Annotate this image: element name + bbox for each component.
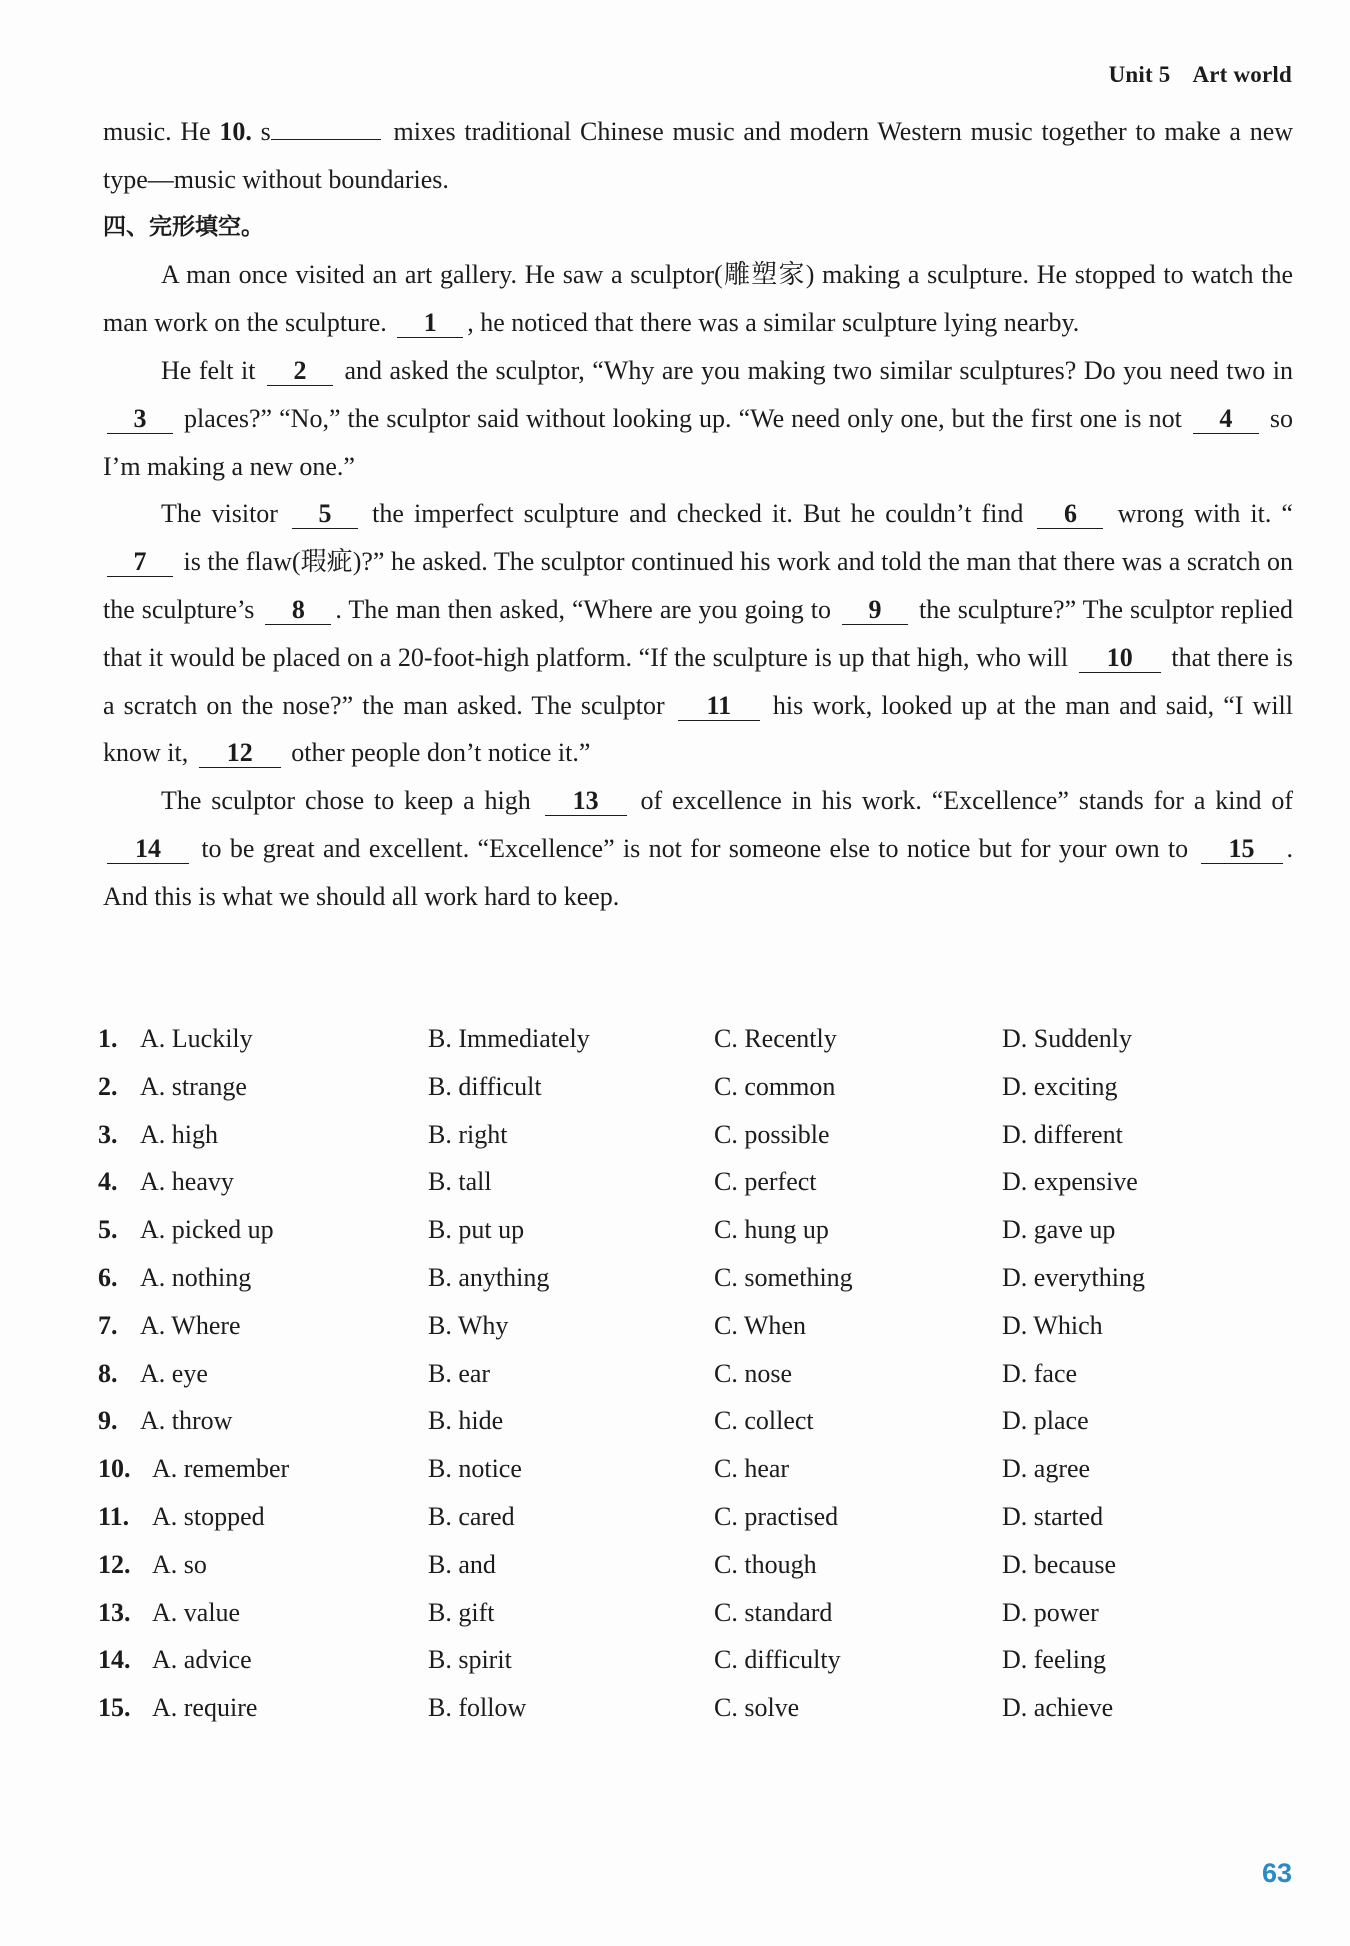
option-row (98, 1207, 1298, 1255)
page-number: 63 (1261, 1858, 1292, 1888)
blank-12[interactable]: 12 (199, 739, 281, 768)
question-number: 10. (219, 117, 252, 146)
option-c[interactable]: C. possible (714, 1119, 830, 1149)
question-number: 3. (98, 1119, 118, 1149)
question-number: 1. (98, 1024, 118, 1053)
option-row (98, 1255, 1298, 1303)
option-a[interactable]: A. Where (140, 1310, 241, 1340)
option-c[interactable]: C. hear (714, 1454, 790, 1484)
passage-text: the sculpture?” The sculptor replied that it would be placed on a 20-foot-high platform. “If the sculpture is up that high, who will (103, 594, 1293, 672)
option-b[interactable]: B. Immediately (428, 1024, 590, 1053)
option-d[interactable]: D. place (1002, 1406, 1089, 1436)
question-number: 8. (98, 1358, 118, 1388)
option-a[interactable]: A. so (152, 1549, 207, 1579)
passage-text: so I’m making a new one.” (103, 403, 1294, 481)
option-b[interactable]: B. and (428, 1549, 496, 1579)
intro-paragraph (103, 108, 1293, 204)
option-a[interactable]: A. high (140, 1119, 218, 1149)
option-d[interactable]: D. everything (1002, 1262, 1145, 1292)
option-a[interactable]: A. Luckily (140, 1024, 253, 1053)
passage-text: places?” “No,” the sculptor said without looking up. “We need only one, but the first one is not (177, 403, 1189, 433)
intro-text: s (251, 117, 271, 146)
blank-14[interactable]: 14 (107, 835, 189, 864)
option-row (98, 1542, 1298, 1590)
passage-text: of excellence in his work. “Excellence” stands for a kind of (630, 786, 1294, 816)
passage-text: . The man then asked, “Where are you going to (335, 594, 838, 624)
blank-10[interactable]: 10 (1079, 644, 1161, 673)
option-c[interactable]: C. collect (714, 1406, 814, 1436)
option-b[interactable]: B. anything (428, 1262, 550, 1292)
option-a[interactable]: A. strange (140, 1071, 247, 1101)
option-b[interactable]: B. difficult (428, 1071, 542, 1101)
blank-9[interactable]: 9 (842, 596, 908, 625)
option-c[interactable]: C. When (714, 1310, 806, 1340)
option-d[interactable]: D. Which (1002, 1310, 1103, 1340)
option-d[interactable]: D. agree (1002, 1454, 1091, 1484)
option-b[interactable]: B. ear (428, 1358, 491, 1388)
option-a[interactable]: A. require (152, 1693, 258, 1723)
passage-text: the imperfect sculpture and checked it. But he couldn’t find (362, 499, 1034, 529)
blank-13[interactable]: 13 (545, 787, 627, 816)
option-row (98, 1494, 1298, 1542)
question-number: 4. (98, 1167, 118, 1197)
option-row (98, 1064, 1298, 1112)
option-d[interactable]: D. expensive (1002, 1167, 1138, 1197)
option-row (98, 1685, 1298, 1733)
passage-text: that there is a scratch on the nose?” the man asked. The sculptor (103, 642, 1293, 720)
option-b[interactable]: B. put up (428, 1215, 525, 1245)
passage-text: A man once visited an art gallery. He saw a sculptor(雕塑家) making a sculpture. He stopped to watch the man work on the sculpture. (103, 260, 1293, 338)
option-b[interactable]: B. spirit (428, 1645, 512, 1675)
option-d[interactable]: D. exciting (1002, 1071, 1118, 1101)
option-a[interactable]: A. value (152, 1597, 241, 1627)
option-b[interactable]: B. cared (428, 1501, 515, 1531)
option-row (98, 1159, 1298, 1207)
question-number: 14. (98, 1645, 131, 1675)
option-a[interactable]: A. remember (152, 1454, 290, 1484)
blank-3[interactable]: 3 (107, 405, 173, 434)
passage-paragraph-2 (103, 347, 1293, 490)
option-d[interactable]: D. different (1002, 1119, 1123, 1149)
blank-15[interactable]: 15 (1201, 835, 1283, 864)
option-a[interactable]: A. advice (152, 1645, 252, 1675)
option-d[interactable]: D. because (1002, 1549, 1117, 1579)
option-row (98, 1016, 1298, 1064)
blank-7[interactable]: 7 (107, 548, 173, 577)
option-c[interactable]: C. difficulty (714, 1645, 841, 1675)
passage-text: his work, looked up at the man and said, “I will know it, (103, 690, 1293, 768)
passage-paragraph-3 (103, 490, 1293, 777)
passage-text: is the flaw(瑕疵)?” he asked. The sculptor continued his work and told the man that there was a scratch on the sculpture’s (103, 547, 1293, 624)
section-title: 四、完形填空。 (103, 213, 264, 240)
option-row (98, 1637, 1298, 1685)
option-c[interactable]: C. practised (714, 1501, 839, 1531)
question-number: 5. (98, 1215, 118, 1245)
blank-8[interactable]: 8 (265, 596, 331, 625)
question-number: 9. (98, 1406, 118, 1436)
passage-text: , he noticed that there was a similar sculpture lying nearby. (467, 308, 1080, 338)
passage-text: other people don’t notice it.” (284, 738, 591, 768)
blank-11[interactable]: 11 (678, 692, 760, 721)
option-d[interactable]: D. feeling (1002, 1645, 1106, 1675)
passage-text: and asked the sculptor, “Why are you making two similar sculptures? Do you need two in (336, 355, 1293, 385)
option-b[interactable]: B. hide (428, 1406, 504, 1436)
option-b[interactable]: B. follow (428, 1693, 527, 1723)
option-a[interactable]: A. throw (140, 1406, 233, 1436)
option-row (98, 1303, 1298, 1351)
option-c[interactable]: C. perfect (714, 1167, 817, 1197)
page-header (1109, 62, 1292, 88)
option-c[interactable]: C. solve (714, 1693, 800, 1723)
option-c[interactable]: C. standard (714, 1597, 833, 1627)
option-c[interactable]: C. though (714, 1549, 817, 1579)
question-number: 13. (98, 1597, 131, 1627)
question-number: 7. (98, 1310, 118, 1340)
option-d[interactable]: D. Suddenly (1002, 1024, 1132, 1053)
passage-text: The sculptor chose to keep a high (161, 786, 541, 816)
option-a[interactable]: A. heavy (140, 1167, 234, 1197)
option-c[interactable]: C. Recently (714, 1024, 837, 1053)
blank-2[interactable]: 2 (267, 357, 333, 386)
question-number: 15. (98, 1693, 131, 1723)
option-a[interactable]: A. stopped (152, 1501, 265, 1531)
option-row (98, 1590, 1298, 1638)
option-c[interactable]: C. something (714, 1262, 853, 1292)
passage-paragraph-4 (103, 777, 1293, 920)
main-content (103, 108, 1293, 921)
blank-1[interactable]: 1 (397, 309, 463, 338)
option-row (98, 1112, 1298, 1160)
passage-text: to be great and excellent. “Excellence” is not for someone else to notice but for your own to (193, 833, 1197, 863)
unit-label: Unit 5 (1108, 62, 1171, 87)
option-b[interactable]: B. Why (428, 1310, 509, 1340)
question-number: 12. (98, 1549, 131, 1579)
option-b[interactable]: B. right (428, 1119, 508, 1149)
unit-title: Art world (1192, 62, 1292, 87)
intro-text: music. He (103, 117, 220, 146)
option-a[interactable]: A. picked up (140, 1215, 274, 1245)
passage-text: wrong with it. “ (1107, 499, 1293, 529)
question-number: 6. (98, 1262, 118, 1292)
blank-5[interactable]: 5 (292, 500, 358, 529)
option-c[interactable]: C. common (714, 1071, 836, 1101)
option-d[interactable]: D. started (1002, 1501, 1104, 1531)
option-d[interactable]: D. power (1002, 1597, 1099, 1627)
option-d[interactable]: D. gave up (1002, 1215, 1116, 1245)
option-row (98, 1351, 1298, 1399)
option-c[interactable]: C. hung up (714, 1215, 829, 1245)
option-row (98, 1446, 1298, 1494)
question-number: 10. (98, 1454, 131, 1484)
intro-text: mixes traditional Chinese music and modern Western music together to make a new type—music without boundaries. (103, 117, 1294, 194)
option-c[interactable]: C. nose (714, 1358, 792, 1388)
passage-text: The visitor (161, 499, 289, 529)
option-row (98, 1398, 1298, 1446)
answer-options (98, 1016, 1298, 1733)
question-number: 2. (98, 1071, 118, 1101)
option-a[interactable]: A. eye (140, 1358, 208, 1388)
option-b[interactable]: B. gift (428, 1597, 495, 1627)
passage-text: He felt it (161, 355, 263, 385)
option-a[interactable]: A. nothing (140, 1262, 252, 1292)
option-d[interactable]: D. face (1002, 1358, 1078, 1388)
answer-blank[interactable] (271, 139, 381, 140)
option-b[interactable]: B. tall (428, 1167, 492, 1197)
blank-4[interactable]: 4 (1193, 405, 1259, 434)
blank-6[interactable]: 6 (1037, 500, 1103, 529)
passage-paragraph-1 (103, 251, 1293, 347)
option-d[interactable]: D. achieve (1002, 1693, 1114, 1723)
option-b[interactable]: B. notice (428, 1454, 522, 1484)
question-number: 11. (98, 1501, 130, 1531)
passage-text: . And this is what we should all work hard to keep. (103, 833, 1293, 911)
